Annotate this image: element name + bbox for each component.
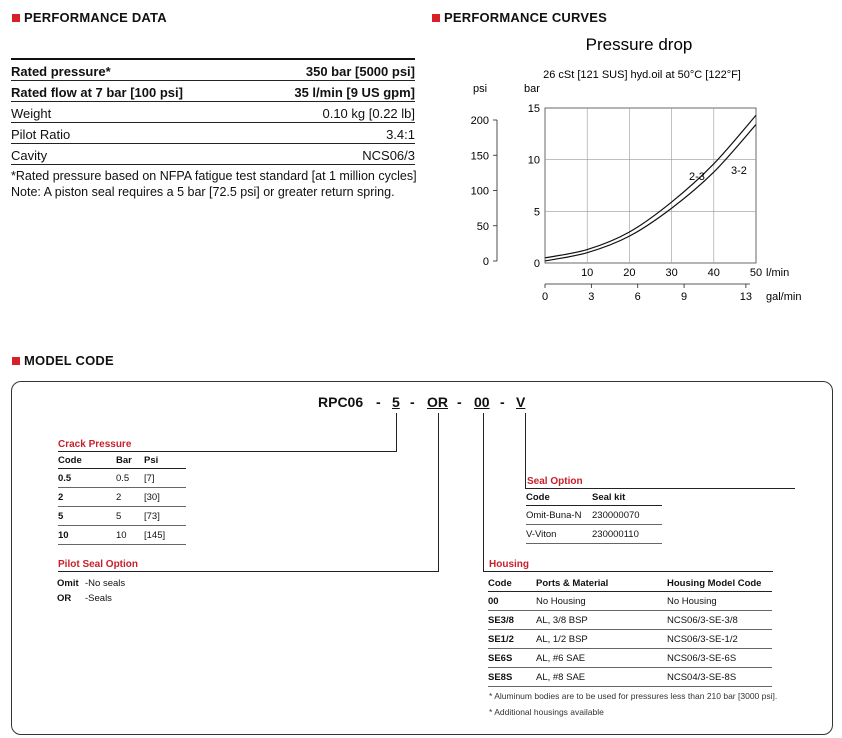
model-code-crack: 5	[392, 394, 400, 410]
plot-frame	[545, 108, 756, 263]
housing-connector-h	[483, 571, 773, 572]
lmin-unit-label: l/min	[766, 267, 790, 279]
gal-unit-label: gal/min	[766, 291, 802, 303]
table-row	[526, 525, 662, 544]
table-cell: 5	[116, 510, 122, 522]
psi-tick-label: 200	[470, 115, 489, 127]
psi-unit-label: psi	[472, 83, 488, 95]
performance-curves-title: PERFORMANCE CURVES	[444, 10, 607, 25]
table-cell: 230000110	[592, 528, 639, 540]
performance-row	[11, 102, 415, 123]
table-row	[57, 576, 177, 591]
crack-pressure-title: Crack Pressure	[58, 439, 132, 450]
pilot-seal-title: Pilot Seal Option	[58, 559, 139, 570]
performance-value: 3.4:1	[386, 127, 415, 142]
table-cell: 10	[116, 529, 127, 541]
seal-option-title: Seal Option	[527, 476, 583, 487]
series-line-3-2	[545, 115, 756, 258]
table-cell: NCS06/3-SE-3/8	[667, 614, 738, 626]
table-cell: -Seals	[85, 593, 112, 604]
bar-tick-label: 0	[533, 258, 540, 270]
lmin-tick-label: 40	[707, 267, 720, 279]
housing-note-additional: * Additional housings available	[489, 707, 604, 717]
gal-tick-label: 0	[541, 291, 549, 303]
table-row	[58, 507, 186, 526]
lmin-tick-label: 50	[749, 267, 763, 279]
model-code-base: RPC06	[318, 394, 364, 410]
lmin-tick-label: 30	[665, 267, 678, 279]
rated-pressure-note: *Rated pressure based on NFPA fatigue test standard [at 1 million cycles]	[11, 169, 417, 183]
table-row	[488, 668, 772, 687]
table-cell: 10	[58, 529, 69, 541]
gal-tick-label: 9	[681, 291, 688, 303]
performance-label: Rated pressure*	[11, 64, 111, 79]
table-header-cell: Code	[526, 492, 550, 503]
table-row	[57, 591, 177, 606]
table-header-row	[58, 453, 186, 469]
psi-tick-label: 50	[476, 220, 489, 233]
psi-tick-label: 150	[470, 150, 489, 163]
bar-tick-label: 15	[527, 103, 540, 115]
model-code-housing: 00	[474, 394, 490, 410]
table-cell: NCS06/3-SE-1/2	[667, 633, 738, 645]
seal-option-table	[526, 490, 662, 544]
model-code-pilot-seal: OR	[427, 394, 448, 410]
bar-unit-label: bar	[524, 83, 540, 95]
series-label-2-3: 2-3	[689, 171, 705, 183]
red-square-icon	[12, 357, 20, 365]
performance-value: 35 l/min [9 US gpm]	[294, 85, 415, 100]
performance-label: Pilot Ratio	[11, 127, 71, 142]
table-row	[488, 649, 772, 668]
model-code-heading	[12, 353, 114, 368]
performance-data-table	[11, 58, 415, 165]
table-header-cell: Bar	[116, 455, 132, 466]
table-cell: AL, #8 SAE	[536, 671, 586, 683]
table-cell: 230000070	[592, 509, 640, 521]
model-code-title: MODEL CODE	[24, 353, 114, 368]
table-cell: AL, #6 SAE	[536, 652, 586, 664]
table-row	[488, 611, 772, 630]
chart-grid	[545, 108, 756, 263]
table-header-row	[488, 576, 772, 592]
housing-connector-v	[483, 413, 484, 572]
table-cell: SE6S	[488, 652, 513, 664]
housing-table	[488, 576, 772, 687]
table-cell: No Housing	[536, 595, 586, 607]
gal-tick-label: 3	[588, 291, 595, 303]
chart-ticks	[471, 103, 802, 303]
table-cell: [30]	[144, 491, 160, 503]
performance-data-title: PERFORMANCE DATA	[24, 10, 167, 25]
performance-curves-heading	[432, 10, 607, 25]
table-cell: 2	[116, 491, 122, 503]
table-cell: [145]	[144, 529, 166, 541]
table-row	[488, 592, 772, 611]
table-header-cell: Seal kit	[592, 492, 626, 503]
table-cell: Omit	[57, 578, 79, 589]
table-cell: NCS06/3-SE-6S	[667, 652, 737, 664]
table-header-cell: Code	[488, 578, 512, 589]
psi-tick-label: 0	[482, 256, 489, 268]
gal-tick-label: 6	[634, 291, 641, 303]
performance-label: Weight	[11, 106, 52, 121]
model-code-seal: V	[516, 394, 526, 410]
table-row	[488, 630, 772, 649]
crack-pressure-table	[58, 453, 186, 545]
performance-label: Rated flow at 7 bar [100 psi]	[11, 85, 183, 100]
table-row	[58, 469, 186, 488]
gal-tick-label: 13	[739, 291, 753, 303]
crack-connector-v	[396, 413, 397, 452]
model-code-dash: -	[500, 394, 505, 410]
series-label-3-2: 3-2	[731, 165, 747, 177]
table-cell: V-Viton	[526, 528, 557, 540]
performance-label: Cavity	[11, 148, 48, 163]
pilot-connector-v	[438, 413, 439, 572]
table-cell: No Housing	[667, 595, 717, 607]
table-cell: Omit-Buna-N	[526, 509, 582, 521]
chart-curves	[545, 115, 756, 261]
table-header-cell: Housing Model Code	[667, 578, 762, 589]
table-header-cell: Psi	[144, 455, 159, 466]
table-header-row	[526, 490, 662, 506]
table-header-cell: Ports & Material	[536, 578, 609, 589]
table-cell: OR	[57, 593, 72, 604]
table-row	[58, 526, 186, 545]
performance-row	[11, 144, 415, 165]
model-code-dash: -	[410, 394, 415, 410]
performance-row	[11, 123, 415, 144]
table-row	[526, 506, 662, 525]
lmin-tick-label: 20	[623, 267, 636, 279]
table-cell: 2	[58, 491, 64, 503]
table-cell: NCS04/3-SE-8S	[667, 671, 737, 683]
table-cell: SE1/2	[488, 633, 514, 645]
pilot-connector-h	[58, 571, 439, 572]
model-code-dash: -	[457, 394, 462, 410]
series-line-2-3	[545, 125, 756, 261]
table-cell: 0.5	[116, 472, 130, 484]
table-header-cell: Code	[58, 455, 82, 466]
seal-connector-h	[525, 488, 795, 489]
red-square-icon	[432, 14, 440, 22]
table-cell: [73]	[144, 510, 160, 522]
table-cell: SE8S	[488, 671, 513, 683]
performance-row	[11, 81, 415, 102]
lmin-tick-label: 10	[581, 267, 594, 279]
bar-tick-label: 5	[533, 206, 540, 219]
bar-tick-label: 10	[527, 154, 540, 167]
housing-title: Housing	[489, 559, 529, 570]
performance-data-heading	[12, 10, 167, 25]
table-cell: AL, 3/8 BSP	[536, 614, 588, 626]
table-row	[58, 488, 186, 507]
table-cell: -No seals	[85, 578, 126, 589]
table-cell: AL, 1/2 BSP	[536, 633, 588, 645]
table-cell: 0.5	[58, 472, 72, 484]
table-cell: 00	[488, 595, 499, 607]
performance-value: NCS06/3	[362, 148, 415, 163]
performance-value: 350 bar [5000 psi]	[305, 64, 415, 79]
crack-connector-h	[58, 451, 397, 452]
chart-subtitle: 26 cSt [121 SUS] hyd.oil at 50°C [122°F]	[543, 69, 741, 81]
psi-tick-label: 100	[470, 185, 489, 198]
chart-title: Pressure drop	[585, 35, 693, 54]
table-cell: 5	[58, 510, 64, 522]
piston-seal-note: Note: A piston seal requires a 5 bar [72.5 psi] or greater return spring.	[11, 185, 395, 199]
table-cell: [7]	[144, 472, 155, 484]
table-cell: SE3/8	[488, 614, 514, 626]
housing-note-aluminum: * Aluminum bodies are to be used for pressures less than 210 bar [3000 psi].	[489, 691, 778, 701]
red-square-icon	[12, 14, 20, 22]
pilot-seal-table	[57, 576, 177, 606]
pressure-drop-chart	[440, 28, 840, 318]
seal-connector-v	[525, 413, 526, 489]
performance-row	[11, 58, 415, 81]
model-code-dash: -	[376, 394, 381, 410]
performance-value: 0.10 kg [0.22 lb]	[322, 106, 415, 121]
